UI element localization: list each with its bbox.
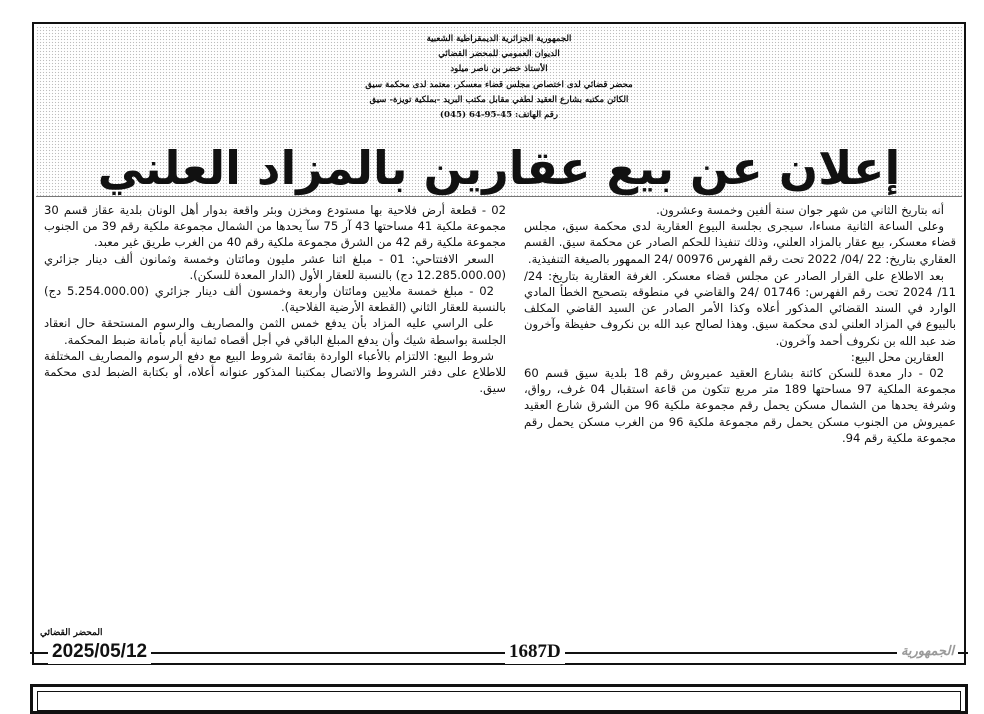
left-column — [44, 202, 506, 396]
footer-rule — [30, 652, 968, 654]
bailiff-name: الأستاذ خضر بن ناصر ميلود — [450, 64, 548, 75]
office-line: الديوان العمومي للمحضر القضائي — [438, 49, 560, 60]
notice-title: إعلان عن بيع عقارين بالمزاد العلني — [97, 141, 901, 195]
address-line: الكائن مكتبه بشارع العقيد لطفي مقابل مكتب البريد -بملكية تويزة- سيق — [369, 94, 629, 105]
paragraph: 02 - قطعة أرض فلاحية بها مستودع ومخزن وبئر واقعة بدوار أهل الونان بلدية عقاز قسم 30 مجموعة ملكية 41 مساحتها 43 آر 75 سآ يحدها من الشمال مجموعة ملكية رقم 39 من الجنوب مجموعة ملكية رقم 42 من الشرق مجموعة ملكية رقم 40 من الغرب طريق غير معبد. — [44, 203, 506, 250]
properties-heading: العقارين محل البيع: — [850, 349, 944, 364]
paragraph: بعد الاطلاع على القرار الصادر عن مجلس قضاء معسكر. الغرفة العقارية بتاريخ: 24/ 11/ 2024 تحت رقم الفهرس: 01746 /24 والقاضي في منطوقه بتصحيح الخطأ المادي الوارد في السند القضائي المذكور أعلاه وكذا الأمر الصادر عن السيد القاضي المكلف بالبيوع في المزاد العلني لدى محكمة سيق. وهذا لصالح عبد الله بن نكروف حفيظة وآخرون ضد عبد الله بن نكروف أحمد وآخرون. — [524, 268, 957, 348]
next-notice-frame — [30, 684, 968, 714]
jurisdiction-line: محضر قضائي لدى اختصاص مجلس قضاء معسكر، معتمد لدى محكمة سيق — [365, 79, 633, 90]
paragraph: 02 - دار معدة للسكن كائنة بشارع العقيد عميروش رقم 18 بلدية سيق قسم 60 مجموعة الملكية 97 مساحتها 189 متر مربع تتكون من قاعة استقبال 04 غرف، رواق، وشرفة يحدها من الشمال مسكن يحمل رقم مجموعة ملكية 96 من الشرق شارع العقيد عميروش من الجنوب مسكن يحمل رقم مجموعة ملكية 96 من الغرب مسكن يحمل رقم مجموعة ملكية رقم 94. — [524, 366, 956, 445]
paragraph: السعر الافتتاحي: 01 - مبلغ اثنا عشر مليون ومائتان وخمسة وثمانون ألف دينار جزائري (12.285.000.00 دج) بالنسبة للعقار الأول (الدار المعدة للسكن). — [44, 251, 506, 282]
signature-label: المحضر القضائي — [40, 628, 103, 638]
phone-line: رقم الهاتف: 45-95-64 (045) — [439, 110, 559, 121]
republic-line: الجمهورية الجزائرية الديمقراطية الشعبية — [426, 34, 572, 44]
paragraph: 02 - مبلغ خمسة ملايين ومائتان وأربعة وخمسون ألف دينار جزائري (5.254.000.00 دج) بالنسبة للعقار الثاني (القطعة الأرضية الفلاحية). — [44, 284, 506, 315]
right-column — [524, 202, 956, 446]
footer-bar — [30, 640, 968, 664]
notice-header — [36, 26, 962, 197]
paragraph: على الراسي عليه المزاد بأن يدفع خمس الثمن والمصاريف والرسوم المستحقة حال انعقاد الجلسة بواسطة شيك وأن يدفع المبلغ الباقي في أجل أقصاه ثمانية أيام بأمانة ضبط المحكمة. — [44, 316, 506, 347]
paragraph: شروط البيع: الالتزام بالأعباء الواردة بقائمة شروط البيع مع دفع الرسوم والمصاريف المختلفة للاطلاع على دفتر الشروط والاتصال بمكتبنا المذكور عنوانه أعلاه، أو بكتابة الضبط لدى محكمة سيق. — [44, 348, 506, 396]
publication-date: 2025/05/12 — [48, 640, 151, 664]
office-details — [36, 32, 962, 123]
paragraph: أنه بتاريخ الثاني من شهر جوان سنة ألفين وخمسة وعشرون. — [656, 203, 944, 217]
notice-code: 1687D — [505, 640, 565, 664]
newspaper-logo: الجمهورية — [897, 642, 958, 662]
paragraph: وعلى الساعة الثانية مساءا، سيجرى بجلسة البيوع العقارية لدى محكمة سيق، مجلس قضاء معسكر، بيع عقار بالمزاد العلني، وذلك تنفيذا للحكم الصادر عن محكمة سيق. القسم العقاري بتاريخ: 22 /04/ 2022 تحت رقم الفهرس 00976 /24 الممهور بالصيغة التنفيذية. — [524, 219, 956, 266]
notice-frame — [32, 22, 966, 665]
